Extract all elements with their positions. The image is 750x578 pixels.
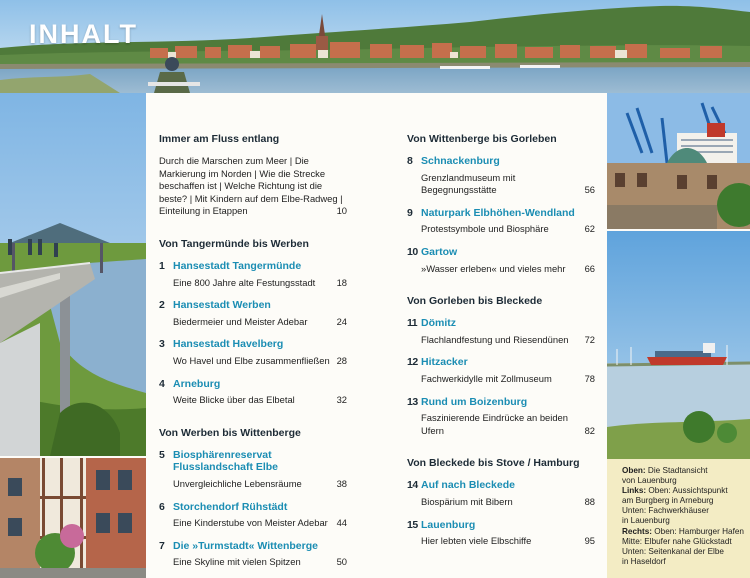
caption-line [622, 496, 747, 506]
entry-title [173, 378, 220, 391]
text-line: Flachlandfestung und Riesendünen [421, 333, 569, 345]
entry-subtitle [421, 223, 549, 236]
caption-label: Rechts: [622, 526, 653, 536]
text-line: Hier lebten viele Elbschiffe [421, 535, 532, 547]
page-number: 28 [336, 354, 347, 366]
intro-text [159, 155, 347, 218]
text-line: Biosphärenreservat [173, 448, 272, 461]
text-line: Weite Blicke über das Elbetal [173, 394, 295, 406]
page-number: 72 [584, 333, 595, 345]
page-number: 88 [584, 495, 595, 507]
entry-title [421, 396, 527, 409]
entry-subtitle [421, 496, 513, 509]
text-line: Ufern [421, 424, 444, 436]
caption-line [622, 557, 747, 567]
entry-subtitle [173, 517, 328, 530]
page-number: 38 [336, 477, 347, 489]
caption-line [622, 476, 747, 486]
caption-label: Oben: [622, 466, 646, 475]
entry-number: 3 [159, 338, 165, 351]
text-line: Begegnungsstätte [421, 184, 497, 196]
page-number: 82 [584, 424, 595, 436]
text-line: Protestsymbole und Biosphäre [421, 223, 549, 235]
page-number: 10 [336, 205, 347, 217]
page-number: 66 [584, 262, 595, 274]
entry-title [173, 540, 318, 553]
entry-subtitle [421, 412, 568, 437]
text-line: Fachwerkidylle mit Zollmuseum [421, 372, 552, 384]
entry-title [173, 338, 283, 351]
page-number: 56 [584, 184, 595, 196]
text-line: Grenzlandmuseum mit [421, 171, 516, 183]
text-line: Hansestadt Havelberg [173, 338, 284, 351]
page-number: 44 [336, 517, 347, 529]
entry-title [421, 356, 468, 369]
text-line: »Wasser erleben« und vieles mehr [421, 262, 566, 274]
text-line: Durch die Marschen zum Meer | Die [159, 155, 309, 166]
text-line: Gartow [421, 246, 458, 258]
text-line: Rund um Boizenburg [421, 395, 528, 408]
page-number: 32 [336, 394, 347, 406]
page-number: 50 [336, 556, 347, 568]
text-line: Einteilung in Etappen [159, 205, 248, 217]
entry-subtitle [173, 394, 295, 407]
text-line: Schnackenburg [421, 155, 500, 167]
text-line: Die »Turmstadt« Wittenberge [173, 539, 318, 552]
entry-title [421, 155, 500, 168]
entry-title [173, 299, 271, 312]
caption-line [622, 547, 747, 557]
text-line: Biedermeier und Meister Adebar [173, 315, 308, 327]
entry-number: 15 [407, 518, 418, 531]
entry-title [421, 317, 456, 330]
text-line: Unvergleichliche Lebensräume [173, 477, 302, 489]
arneburg-viewpoint-photo [0, 93, 146, 456]
text-line: Hansestadt Werben [173, 299, 271, 312]
entry-subtitle [173, 277, 315, 290]
entry-number: 6 [159, 500, 165, 513]
section-heading: Von Tangermünde bis Werben [159, 238, 309, 250]
entry-number: 4 [159, 377, 165, 390]
page-number: 24 [336, 315, 347, 327]
caption-line [622, 506, 747, 516]
entry-title [173, 260, 301, 273]
entry-title [421, 246, 457, 259]
hamburg-harbor-photo [607, 93, 750, 229]
lauenburg-halftimber-photo [0, 458, 146, 578]
caption-text: Unten: Seitenkanal der Elbe [622, 546, 724, 556]
caption-line [622, 527, 747, 537]
entry-subtitle [421, 334, 569, 347]
entry-subtitle [173, 316, 307, 329]
entry-number: 5 [159, 448, 165, 461]
caption-label: Links: [622, 486, 647, 496]
text-line: Eine 800 Jahre alte Festungsstadt [173, 276, 316, 288]
entry-number: 2 [159, 299, 165, 312]
entry-title [173, 501, 287, 514]
text-line: beschaffen ist | Welche Richtung ist die [159, 180, 323, 192]
entry-number: 1 [159, 260, 165, 272]
caption-line [622, 486, 747, 496]
caption-line [622, 516, 747, 526]
section-heading: Von Gorleben bis Bleckede [407, 295, 543, 308]
text-line: Wo Havel und Elbe zusammenfließen [173, 354, 330, 366]
entry-title [173, 449, 278, 474]
text-line: Eine Kinderstube von Meister Adebar [173, 517, 328, 529]
caption-text: Mitte: Elbufer nahe Glückstadt [622, 536, 732, 546]
text-line: Naturpark Elbhöhen-Wendland [421, 206, 575, 219]
entry-title [421, 479, 515, 492]
caption-text: von Lauenburg [622, 476, 677, 486]
text-line: Storchendorf Rühstädt [173, 500, 288, 513]
text-line: Auf nach Bleckede [421, 479, 515, 492]
page-number: 78 [584, 372, 595, 384]
entry-title [421, 519, 475, 532]
page-number: 62 [584, 223, 595, 235]
text-line: Hitzacker [421, 356, 468, 369]
caption-line [622, 466, 747, 476]
entry-subtitle [173, 478, 302, 491]
text-line: beste? | Mit Kindern auf dem Elbe-Radweg | [159, 192, 343, 204]
section-heading: Von Werben bis Wittenberge [159, 426, 301, 439]
text-line: Faszinierende Eindrücke an beiden [421, 412, 568, 424]
page-title: INHALT [29, 19, 138, 49]
entry-subtitle [421, 172, 515, 197]
text-line: Hansestadt Tangermünde [173, 260, 302, 272]
header-banner-photo [0, 0, 750, 93]
caption-text: in Lauenburg [622, 516, 670, 526]
text-line: Dömitz [421, 317, 456, 330]
caption-text: Oben: Hamburger Hafen [652, 526, 744, 536]
photo-captions [622, 466, 747, 567]
page-number: 18 [336, 276, 347, 288]
elbe-glueckstadt-photo [607, 231, 750, 459]
entry-subtitle [421, 373, 552, 386]
entry-number: 7 [159, 539, 165, 552]
caption-text: in Haseldorf [622, 556, 666, 566]
section-heading: Von Bleckede bis Stove / Hamburg [407, 457, 580, 470]
caption-text: am Burgberg in Arneburg [622, 496, 714, 506]
section-heading: Immer am Fluss entlang [159, 133, 280, 145]
text-line: Flusslandschaft Elbe [173, 461, 279, 474]
section-heading: Von Wittenberge bis Gorleben [407, 133, 557, 145]
entry-number: 12 [407, 356, 418, 369]
entry-number: 10 [407, 246, 418, 258]
entry-number: 13 [407, 395, 418, 408]
entry-number: 9 [407, 206, 413, 219]
caption-text: Oben: Aussichtspunkt [646, 486, 728, 496]
page-number: 95 [584, 535, 595, 547]
caption-text: Die Stadtansicht [645, 466, 708, 475]
entry-number: 11 [407, 317, 418, 330]
text-line: Markierung im Norden | Wie die Strecke [159, 167, 326, 179]
text-line: Arneburg [173, 377, 221, 390]
text-line: Biospärium mit Bibern [421, 495, 513, 507]
caption-text: Unten: Fachwerkhäuser [622, 506, 709, 516]
entry-subtitle [173, 355, 330, 368]
entry-number: 14 [407, 479, 418, 492]
entry-subtitle [421, 263, 566, 276]
caption-line [622, 537, 747, 547]
entry-subtitle [421, 535, 531, 548]
text-line: Lauenburg [421, 518, 476, 531]
entry-subtitle [173, 556, 301, 569]
entry-title [421, 207, 575, 220]
text-line: Eine Skyline mit vielen Spitzen [173, 556, 301, 568]
entry-number: 8 [407, 155, 413, 167]
